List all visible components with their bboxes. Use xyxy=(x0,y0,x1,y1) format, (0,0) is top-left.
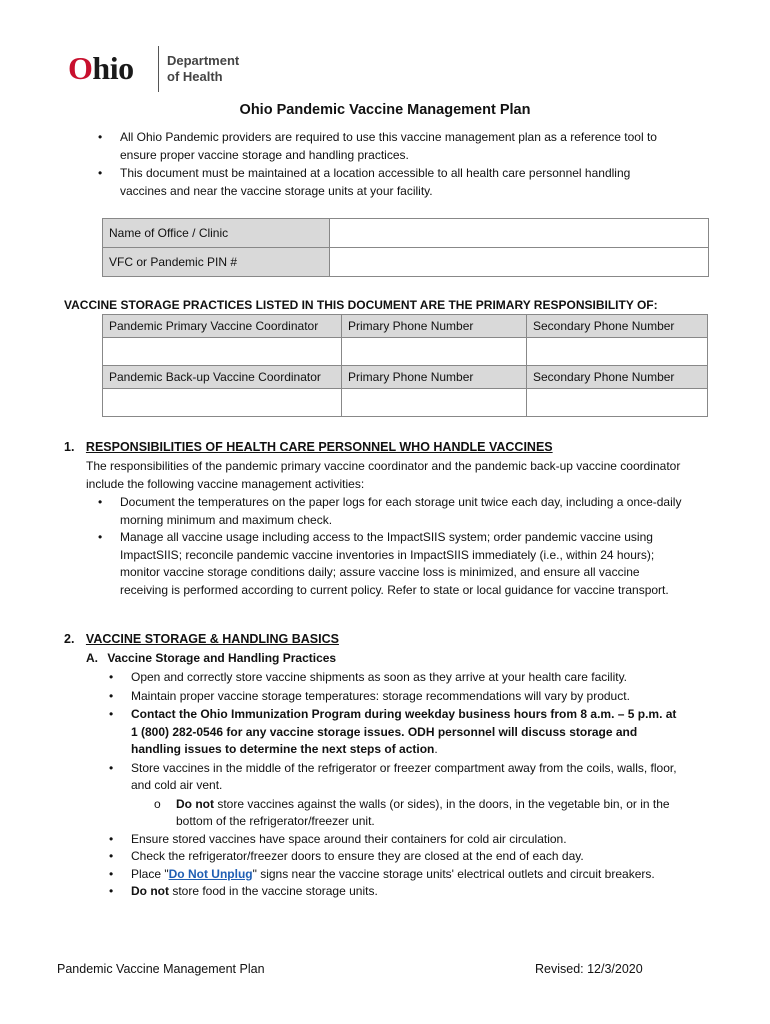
logo-dept-line2: of Health xyxy=(167,69,223,84)
backup-secondary-phone-label: Secondary Phone Number xyxy=(527,366,708,389)
section-2-heading xyxy=(64,632,339,646)
list-item: • Ensure stored vaccines have space around their containers for cold air circulation. xyxy=(131,831,686,849)
ohio-logo xyxy=(68,50,134,87)
backup-coordinator-field[interactable] xyxy=(103,389,342,417)
list-item: • Open and correctly store vaccine shipments as soon as they arrive at your health care facility. xyxy=(131,669,686,687)
store-middle-text: Store vaccines in the middle of the refrigerator or freezer compartment away from the coils, walls, floor, and cold air vent. xyxy=(131,760,677,792)
subsection-a-letter: A. xyxy=(86,651,98,665)
coordinator-table xyxy=(102,314,708,417)
footer-document-title: Pandemic Vaccine Management Plan xyxy=(57,962,265,976)
sub-list-item xyxy=(176,796,686,831)
section-2-number: 2. xyxy=(64,632,75,646)
list-item: • Maintain proper vaccine storage temperatures: storage recommendations will vary by product. xyxy=(131,688,686,706)
office-name-label: Name of Office / Clinic xyxy=(103,219,330,248)
office-info-table xyxy=(102,218,709,277)
section-1-bullets xyxy=(120,494,685,599)
footer-revised-date: Revised: 12/3/2020 xyxy=(535,962,643,976)
primary-phone-label: Primary Phone Number xyxy=(342,315,527,338)
backup-coordinator-primary-phone-field[interactable] xyxy=(342,389,527,417)
office-name-field[interactable] xyxy=(330,219,709,248)
logo-divider xyxy=(158,46,159,92)
primary-coordinator-secondary-phone-field[interactable] xyxy=(527,338,708,366)
page-title: Ohio Pandemic Vaccine Management Plan xyxy=(239,102,531,118)
section-1-heading xyxy=(64,440,553,454)
do-not-food-label: Do not xyxy=(131,884,169,898)
contact-program-text: Contact the Ohio Immunization Program during weekday business hours from 8 a.m. – 5 p.m. at 1 (800) 282-0546 for any vaccine storage issues. ODH personnel will discuss storage and handling issues to determine the next steps of action xyxy=(131,707,677,756)
list-item: • Manage all vaccine usage including access to the ImpactSIIS system; order pandemic vaccine using ImpactSIIS; reconcile pandemic vaccine inventories in ImpactSIIS immediately (i.e., within 24 hours); monitor vaccine storage conditions daily; assure vaccine loss is minimized, and ensure all vaccine receiving is performed according to current policy. Refer to state or local guidance for vaccine transport. xyxy=(120,529,685,599)
intro-bullets xyxy=(120,129,680,200)
logo-wordmark: Ohio xyxy=(68,50,134,86)
list-item xyxy=(131,866,686,884)
subsection-a-title: Vaccine Storage and Handling Practices xyxy=(107,651,337,665)
primary-coordinator-primary-phone-field[interactable] xyxy=(342,338,527,366)
pin-field[interactable] xyxy=(330,248,709,277)
section-2-bullets xyxy=(131,669,686,901)
logo-dept-line1: Department xyxy=(167,53,240,68)
place-sign-pre: Place " xyxy=(131,866,169,881)
contact-program-end: . xyxy=(434,742,438,756)
list-item xyxy=(131,706,686,759)
subsection-a-heading xyxy=(86,651,336,665)
place-sign-post: " signs near the vaccine storage units' electrical outlets and circuit breakers. xyxy=(252,866,655,881)
section-2-title: VACCINE STORAGE & HANDLING BASICS xyxy=(85,632,339,646)
pin-label: VFC or Pandemic PIN # xyxy=(103,248,330,277)
backup-coordinator-secondary-phone-field[interactable] xyxy=(527,389,708,417)
responsibility-heading: VACCINE STORAGE PRACTICES LISTED IN THIS DOCUMENT ARE THE PRIMARY RESPONSIBILITY OF: xyxy=(64,298,658,312)
list-item: • Document the temperatures on the paper logs for each storage unit twice each day, including a once-daily morning minimum and maximum check. xyxy=(120,494,685,529)
section-1-title: RESPONSIBILITIES OF HEALTH CARE PERSONNEL WHO HANDLE VACCINES xyxy=(85,440,553,454)
logo-department xyxy=(167,53,239,85)
secondary-phone-label: Secondary Phone Number xyxy=(527,315,708,338)
list-item: • All Ohio Pandemic providers are required to use this vaccine management plan as a reference tool to ensure proper vaccine storage and handling practices. xyxy=(120,129,680,164)
do-not-walls-text: store vaccines against the walls (or sides), in the doors, in the vegetable bin, or in the bottom of the refrigerator/freezer unit. xyxy=(176,796,670,828)
list-item xyxy=(131,883,686,901)
do-not-food-text: store food in the vaccine storage units. xyxy=(169,884,378,898)
section-1-intro: The responsibilities of the pandemic primary vaccine coordinator and the pandemic back-up vaccine coordinator include the following vaccine management activities: xyxy=(86,459,681,491)
do-not-label: Do not xyxy=(176,796,214,811)
do-not-unplug-link[interactable]: Do Not Unplug xyxy=(168,866,253,881)
backup-primary-phone-label: Primary Phone Number xyxy=(342,366,527,389)
list-item: • Check the refrigerator/freezer doors to ensure they are closed at the end of each day. xyxy=(131,848,686,866)
list-item: • This document must be maintained at a location accessible to all health care personnel handling vaccines and near the vaccine storage units at your facility. xyxy=(120,165,680,200)
primary-coordinator-label: Pandemic Primary Vaccine Coordinator xyxy=(103,315,342,338)
list-item xyxy=(131,760,686,831)
backup-coordinator-label: Pandemic Back-up Vaccine Coordinator xyxy=(103,366,342,389)
section-1-number: 1. xyxy=(64,440,75,454)
primary-coordinator-field[interactable] xyxy=(103,338,342,366)
